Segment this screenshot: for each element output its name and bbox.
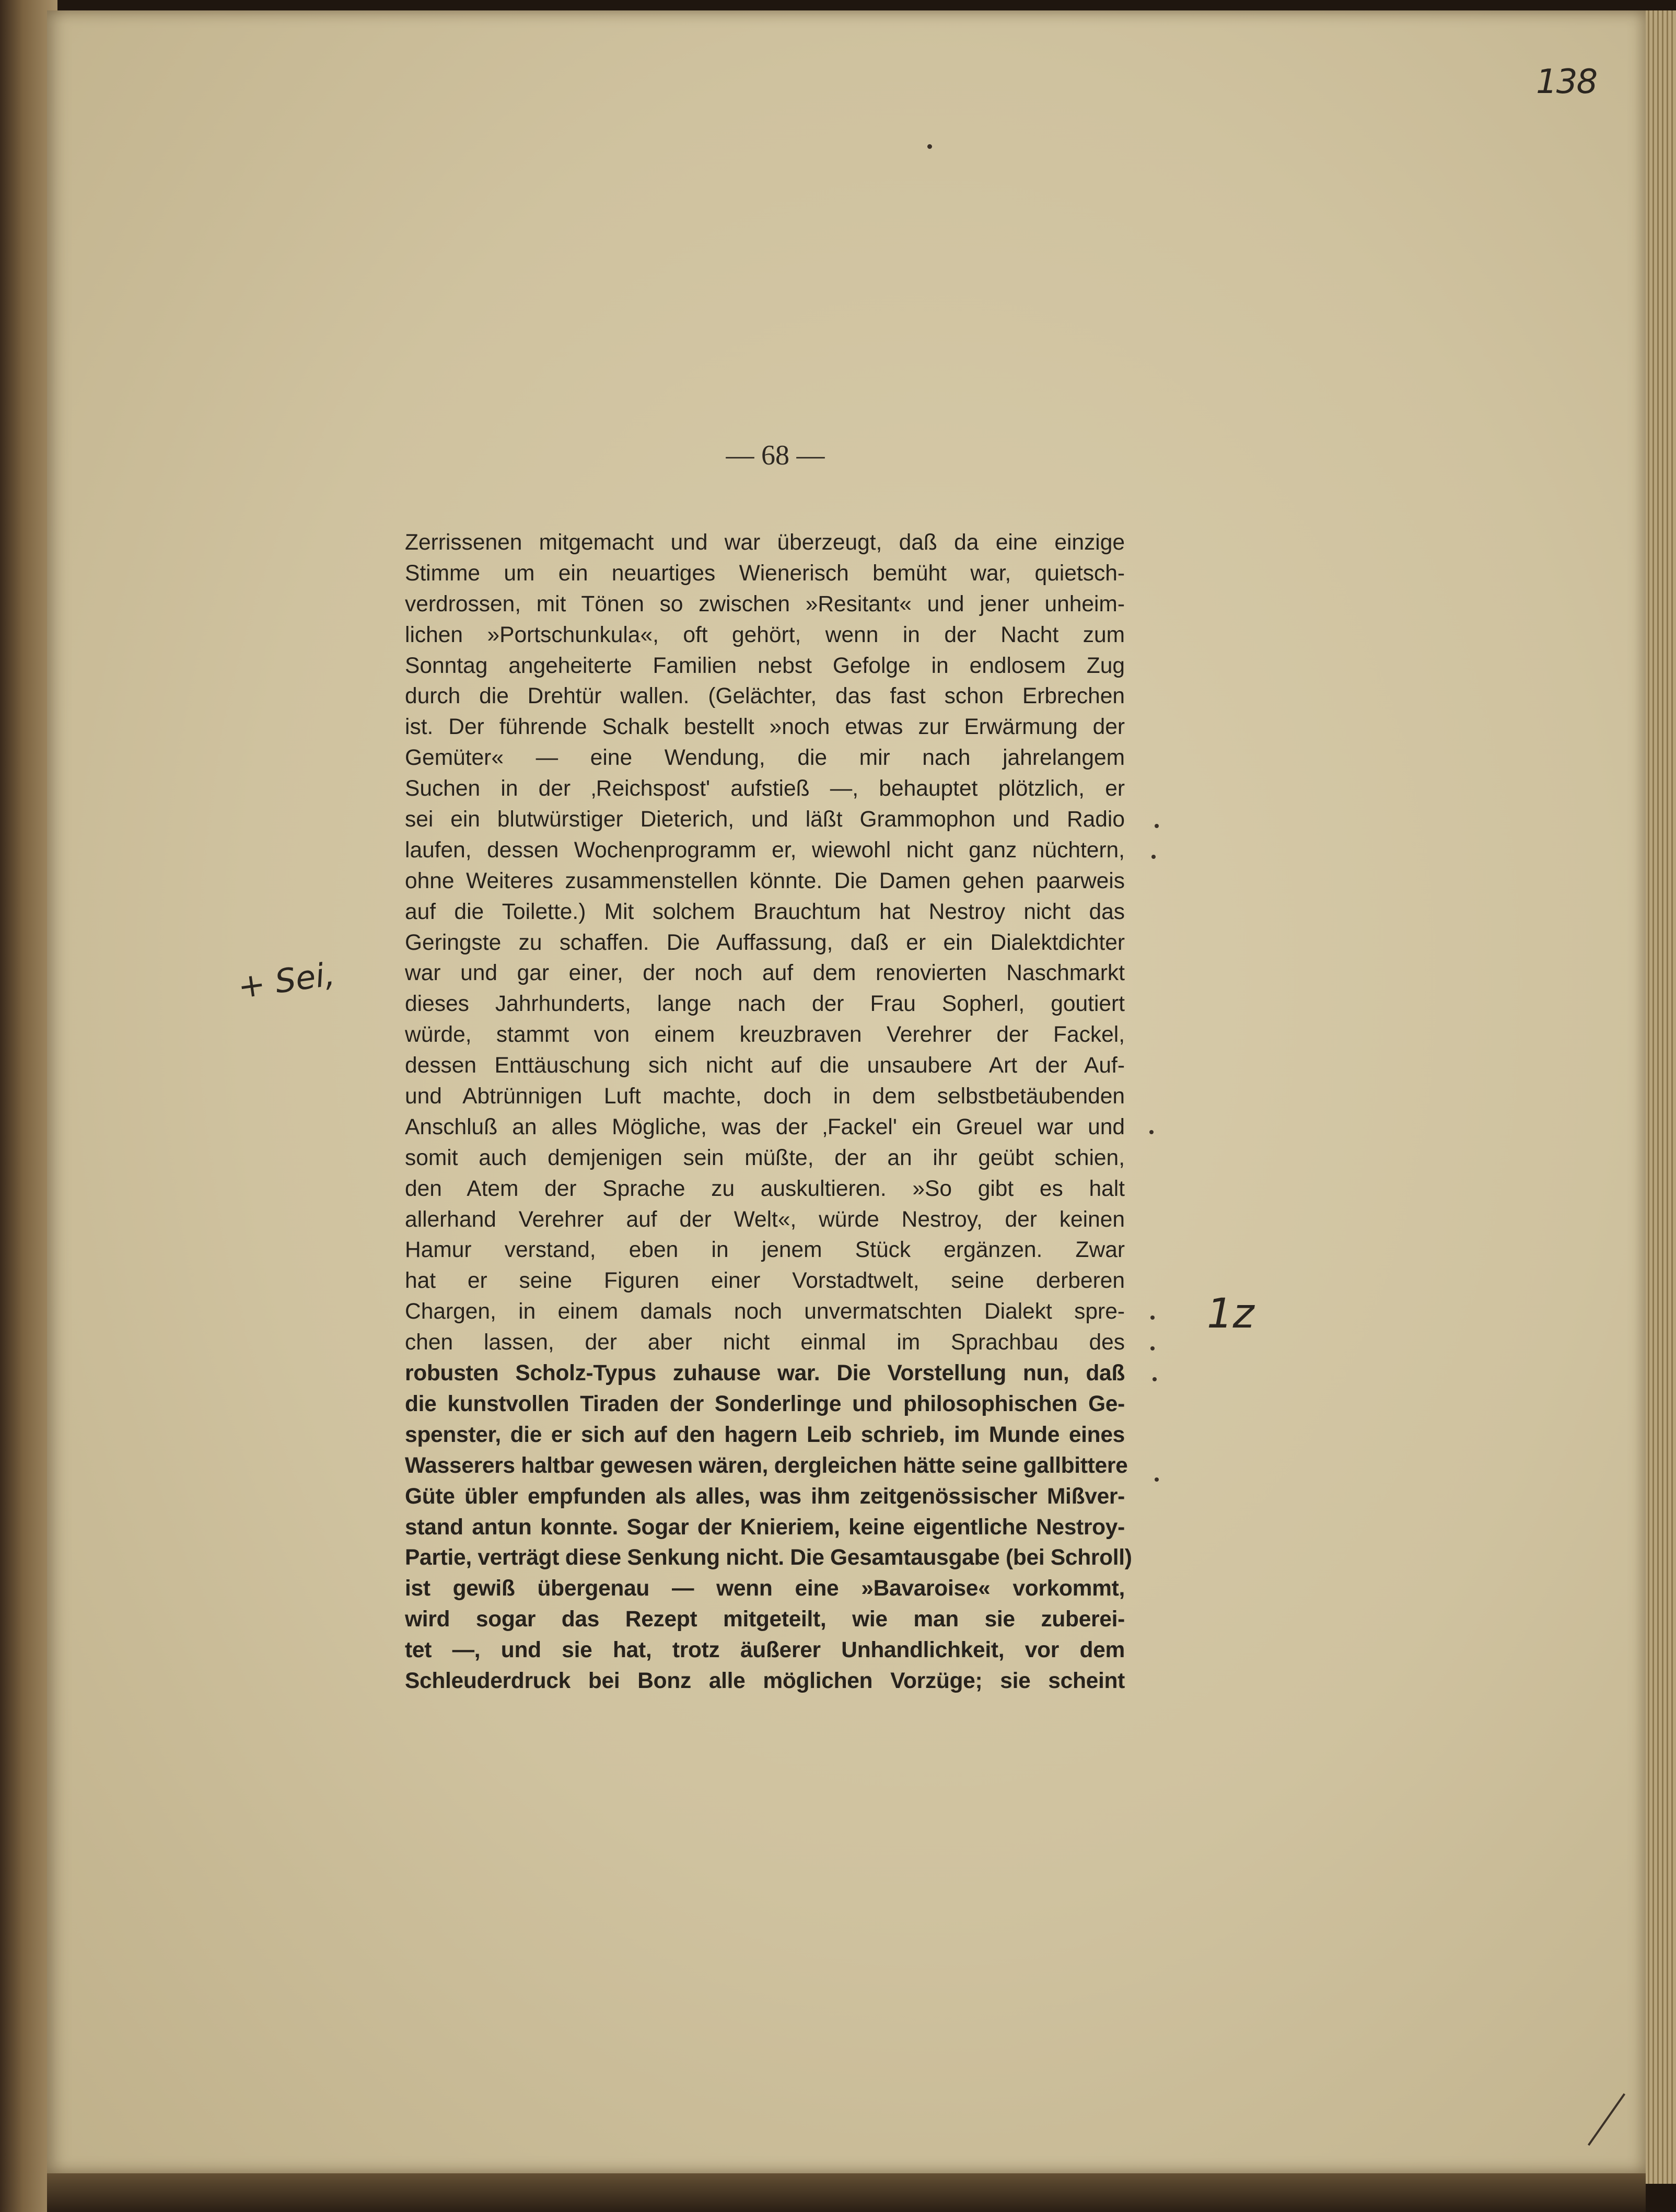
text-line: Wasserers haltbar gewesen wären, dergleichen hätte seine gallbittere: [405, 1453, 1128, 1478]
text-line: Sonntag angeheiterte Familien nebst Gefolge in endlosem Zug: [405, 653, 1125, 678]
text-line: robusten Scholz-Typus zuhause war. Die Vorstellung nun, daß: [405, 1361, 1125, 1386]
text-line: hat er seine Figuren einer Vorstadtwelt, seine derberen: [405, 1268, 1125, 1294]
text-line: den Atem der Sprache zu auskultieren. »So gibt es halt: [405, 1176, 1125, 1201]
text-line: allerhand Verehrer auf der Welt«, würde Nestroy, der keinen: [405, 1207, 1125, 1232]
margin-tick-mark: [1150, 1346, 1155, 1351]
text-line: dieses Jahrhunderts, lange nach der Frau Sopherl, goutiert: [405, 992, 1125, 1017]
text-line: verdrossen, mit Tönen so zwischen »Resitant« und jener unheim-: [405, 591, 1125, 616]
margin-note-left: + Sei,: [235, 954, 337, 1006]
text-line: Gemüter« — eine Wendung, die mir nach jahrelangem: [405, 746, 1125, 771]
text-line: spenster, die er sich auf den hagern Leib schrieb, im Munde eines: [405, 1422, 1125, 1447]
text-line: durch die Drehtür wallen. (Gelächter, das fast schon Erbrechen: [405, 684, 1125, 709]
text-line: dessen Enttäuschung sich nicht auf die unsaubere Art der Auf-: [405, 1053, 1125, 1078]
text-line: tet —, und sie hat, trotz äußerer Unhandlichkeit, vor dem: [405, 1638, 1125, 1663]
text-line: Chargen, in einem damals noch unvermatschten Dialekt spre-: [405, 1299, 1125, 1324]
text-line: lichen »Portschunkula«, oft gehört, wenn in der Nacht zum: [405, 622, 1125, 647]
text-line: würde, stammt von einem kreuzbraven Verehrer der Fackel,: [405, 1022, 1125, 1047]
text-line: Partie, verträgt diese Senkung nicht. Die Gesamtausgabe (bei Schroll): [405, 1545, 1132, 1570]
text-line: somit auch demjenigen sein müßte, der an ihr geübt schien,: [405, 1145, 1125, 1170]
text-line: stand antun konnte. Sogar der Knieriem, keine eigentliche Nestroy-: [405, 1515, 1125, 1540]
text-line: Anschluß an alles Mögliche, was der ‚Fackel' ein Greuel war und: [405, 1114, 1125, 1139]
text-line: Schleuderdruck bei Bonz alle möglichen Vorzüge; sie scheint: [405, 1668, 1125, 1693]
bottom-shadow: [47, 2168, 1646, 2212]
text-line: auf die Toilette.) Mit solchem Brauchtum hat Nestroy nicht das: [405, 899, 1125, 924]
text-line: chen lassen, der aber nicht einmal im Sprachbau des: [405, 1330, 1125, 1355]
text-line: und Abtrünnigen Luft machte, doch in dem selbstbetäubenden: [405, 1084, 1125, 1109]
margin-tick-mark: [1155, 1477, 1159, 1482]
archive-folio-number: 138: [1536, 63, 1597, 101]
text-line: sei ein blutwürstiger Dieterich, und läßt Grammophon und Radio: [405, 807, 1125, 832]
margin-tick-mark: [1153, 1377, 1157, 1381]
margin-tick-mark: [1155, 824, 1159, 828]
text-line: Stimme um ein neuartiges Wienerisch bemüht war, quietsch-: [405, 561, 1125, 586]
margin-tick-mark: [1151, 855, 1156, 859]
text-line: ohne Weiteres zusammenstellen könnte. Die Damen gehen paarweis: [405, 868, 1125, 893]
margin-note-right: 1z: [1207, 1290, 1254, 1337]
text-line: Suchen in der ‚Reichspost' aufstieß —, behauptet plötzlich, er: [405, 776, 1125, 801]
margin-tick-mark: [1150, 1315, 1155, 1320]
ink-dot: [927, 144, 932, 149]
text-line: ist. Der führende Schalk bestellt »noch etwas zur Erwärmung der: [405, 715, 1125, 740]
text-line: ist gewiß übergenau — wenn eine »Bavaroise« vorkommt,: [405, 1576, 1125, 1601]
text-line: die kunstvollen Tiraden der Sonderlinge und philosophischen Ge-: [405, 1391, 1125, 1416]
text-line: Geringste zu schaffen. Die Auffassung, daß er ein Dialektdichter: [405, 930, 1125, 955]
page-number: — 68 —: [726, 439, 825, 471]
text-line: war und gar einer, der noch auf dem renovierten Naschmarkt: [405, 961, 1125, 986]
body-text: [405, 528, 1132, 1697]
text-line: Güte übler empfunden als alles, was ihm zeitgenössischer Mißver-: [405, 1484, 1125, 1509]
text-line: laufen, dessen Wochenprogramm er, wiewohl nicht ganz nüchtern,: [405, 837, 1125, 863]
text-line: wird sogar das Rezept mitgeteilt, wie man sie zuberei-: [405, 1607, 1125, 1632]
text-line: Hamur verstand, eben in jenem Stück ergänzen. Zwar: [405, 1238, 1125, 1263]
text-line: Zerrissenen mitgemacht und war überzeugt, daß da eine einzige: [405, 530, 1125, 555]
margin-tick-mark: [1149, 1130, 1154, 1134]
page-header: [0, 439, 1676, 471]
